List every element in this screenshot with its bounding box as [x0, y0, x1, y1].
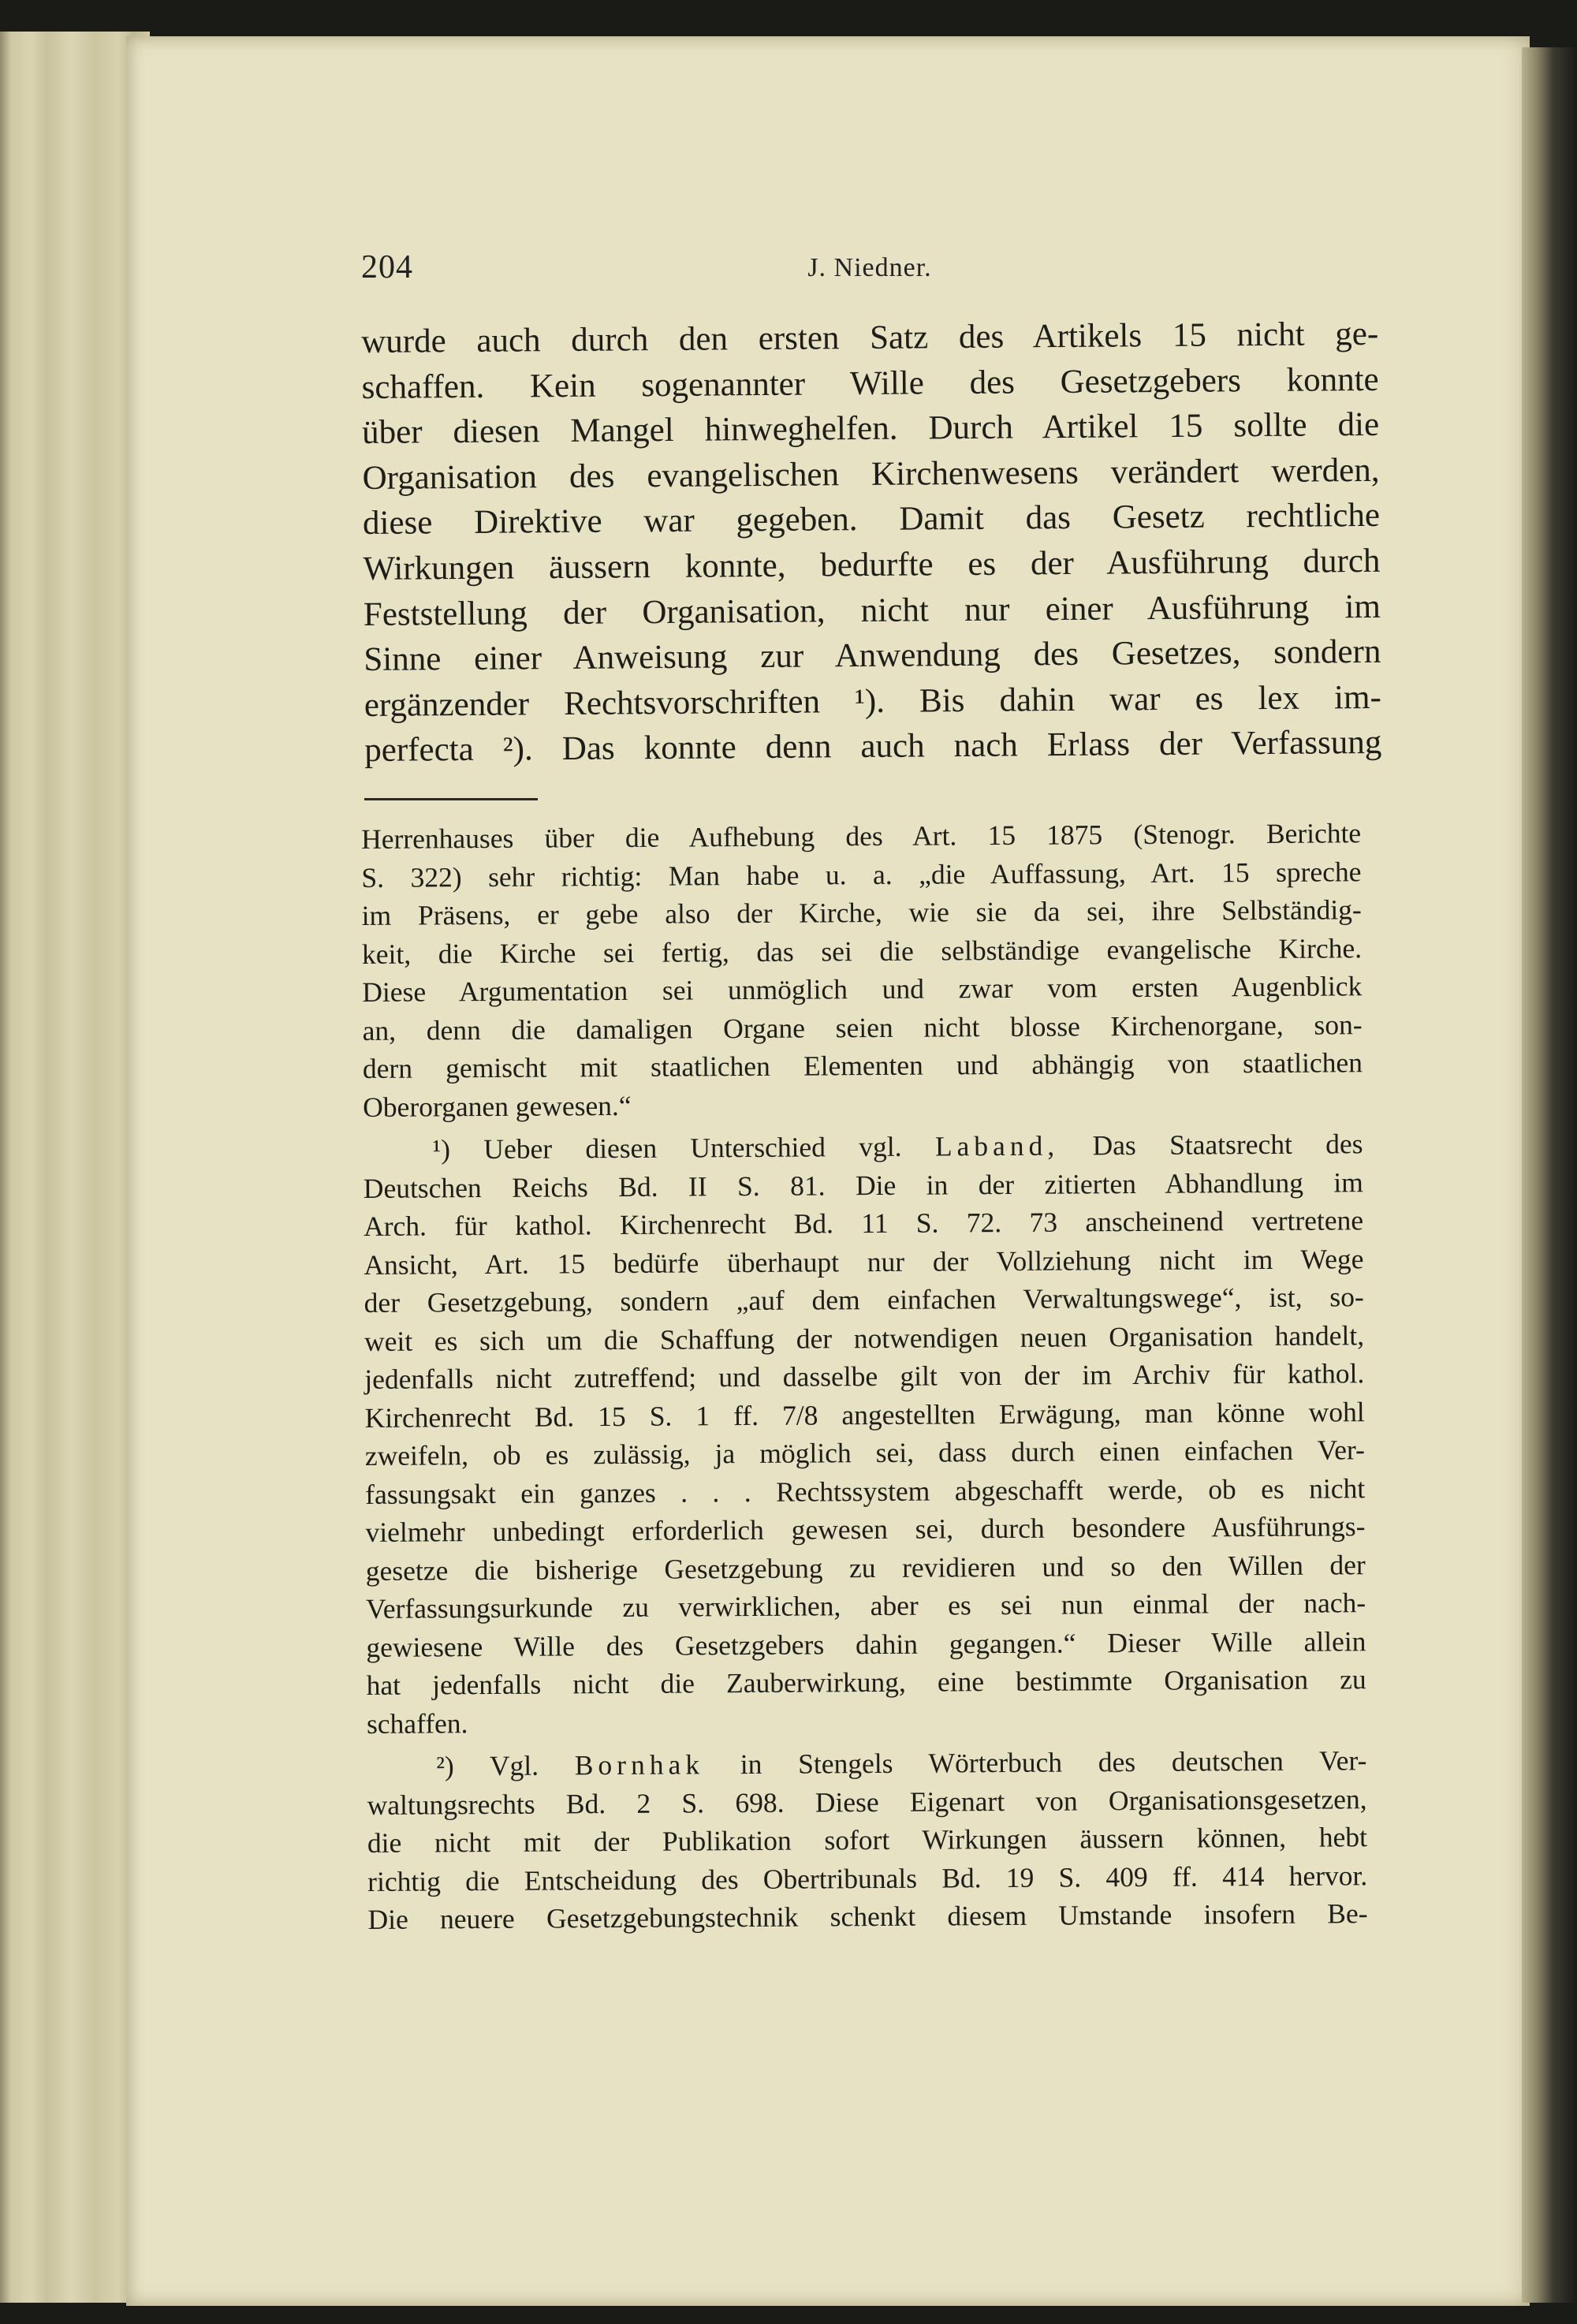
footnote-line: Herrenhauses über die Aufhebung des Art. 15 1875 (Stenogr. Berichte	[361, 817, 1362, 855]
footnote-first-line	[363, 1125, 1363, 1169]
footnote-line: dern gemischt mit staatlichen Elementen und abhängig von staatlichen	[362, 1046, 1363, 1084]
footnote-line: keit, die Kirche sei fertig, das sei die selbständige evangelische Kirche.	[361, 931, 1363, 970]
footnote-line: Die neuere Gesetzgebungstechnik schenkt diesem Umstande insofern Be-	[367, 1897, 1368, 1935]
footnote-line: jedenfalls nicht zutreffend; und dasselbe gilt von der im Archiv für kathol.	[364, 1357, 1365, 1395]
text-line: diese Direktive war gegeben. Damit das Gesetz rechtliche	[362, 497, 1381, 543]
footnote-line: an, denn die damaligen Organe seien nicht blosse Kirchenorgane, son-	[362, 1008, 1363, 1046]
text-line: Sinne einer Anweisung zur Anwendung des Gesetzes, sondern	[363, 633, 1381, 679]
footnote-line: fassungsakt ein ganzes . . . Rechtssystem abgeschafft werde, ob es nicht	[365, 1472, 1366, 1510]
footnote-line: weit es sich um die Schaffung der notwendigen neuen Organisation handelt,	[363, 1319, 1365, 1357]
footnotes	[361, 814, 1368, 1938]
footnote-line: Diese Argumentation sei unmöglich und zwar vom ersten Augenblick	[362, 970, 1363, 1008]
footnote-text: Das Staatsrecht des	[1092, 1128, 1363, 1162]
footnote-line: hat jedenfalls nicht die Zauberwirkung, eine bestimmte Organisation zu	[366, 1663, 1366, 1701]
footnote-line: gesetze die bisherige Gesetzgebung zu revidieren und so den Willen der	[365, 1548, 1366, 1587]
footnote-2	[367, 1741, 1367, 1938]
footnote-line: Verfassungsurkunde zu verwirklichen, aber es sei nun einmal der nach-	[365, 1587, 1366, 1625]
footnote-line: der Gesetzgebung, sondern „auf dem einfachen Verwaltungswege“, ist, so-	[363, 1281, 1364, 1319]
author-name: Laband,	[934, 1129, 1060, 1162]
footnote-line: gewiesene Wille des Gesetzgebers dahin gegangen.“ Dieser Wille allein	[366, 1625, 1366, 1663]
page-header	[361, 248, 1378, 296]
footnote-continued	[361, 814, 1363, 1126]
footnote-text: Vgl.	[489, 1749, 539, 1782]
footnote-line: zweifeln, ob es zulässig, ja möglich sei, dass durch einen einfachen Ver-	[364, 1434, 1366, 1472]
text-line: Organisation des evangelischen Kirchenwesens verändert werden,	[362, 451, 1380, 497]
footnote-text: in Stengels Wörterbuch des deutschen Ver-	[740, 1744, 1367, 1781]
footnote-line: Arch. für kathol. Kirchenrecht Bd. 11 S. 72. 73 anscheinend vertretene	[363, 1204, 1364, 1242]
text-line: Wirkungen äussern konnte, bedurfte es der Ausführung durch	[363, 542, 1381, 588]
footnote-line: schaffen.	[366, 1707, 468, 1740]
footnote-1	[363, 1125, 1366, 1743]
footnote-line: vielmehr unbedingt erforderlich gewesen sei, durch besondere Ausführungs-	[365, 1510, 1366, 1548]
footnote-line: S. 322) sehr richtig: Man habe u. a. „die Auffassung, Art. 15 spreche	[361, 855, 1362, 893]
text-line: perfecta ²). Das konnte denn auch nach Erlass der Verfassung	[364, 724, 1382, 770]
footnote-line: Ansicht, Art. 15 bedürfe überhaupt nur der Vollziehung nicht im Wege	[363, 1242, 1364, 1281]
footnote-marker: ²)	[436, 1750, 454, 1782]
footnote-line: die nicht mit der Publikation sofort Wirkungen äussern können, hebt	[367, 1821, 1368, 1859]
footnote-line: Kirchenrecht Bd. 15 S. 1 ff. 7/8 angestellten Erwägung, man könne wohl	[364, 1395, 1365, 1434]
footnote-line: im Präsens, er gebe also der Kirche, wie sie da sei, ihre Selbständig-	[361, 893, 1362, 931]
text-line: wurde auch durch den ersten Satz des Artikels 15 nicht ge-	[361, 315, 1379, 360]
text-line: über diesen Mangel hinweghelfen. Durch Artikel 15 sollte die	[361, 406, 1380, 452]
footnote-line: waltungsrechts Bd. 2 S. 698. Diese Eigenart von Organisationsgesetzen,	[367, 1782, 1367, 1821]
page-gutter-shadow	[1522, 47, 1577, 2303]
footnote-first-line	[367, 1741, 1366, 1785]
footnote-separator	[364, 798, 538, 800]
text-line: schaffen. Kein sogenannter Wille des Gesetzgebers konnte	[361, 360, 1379, 406]
page-number: 204	[361, 249, 413, 285]
text-line: ergänzender Rechtsvorschriften ¹). Bis dahin war es lex im-	[363, 678, 1381, 724]
footnote-marker: ¹)	[432, 1133, 451, 1166]
running-head: J. Niedner.	[807, 253, 932, 282]
footnote-line: richtig die Entscheidung des Obertribunals Bd. 19 S. 409 ff. 414 hervor.	[367, 1859, 1368, 1897]
text-line: Feststellung der Organisation, nicht nur einer Ausführung im	[363, 588, 1381, 633]
footnote-text: Ueber diesen Unterschied vgl.	[483, 1130, 902, 1166]
author-name: Bornhak	[574, 1748, 705, 1781]
footnote-line: Oberorganen gewesen.“	[363, 1089, 632, 1123]
main-text	[361, 311, 1381, 774]
footnote-line: Deutschen Reichs Bd. II S. 81. Die in der zitierten Abhandlung im	[363, 1166, 1363, 1204]
